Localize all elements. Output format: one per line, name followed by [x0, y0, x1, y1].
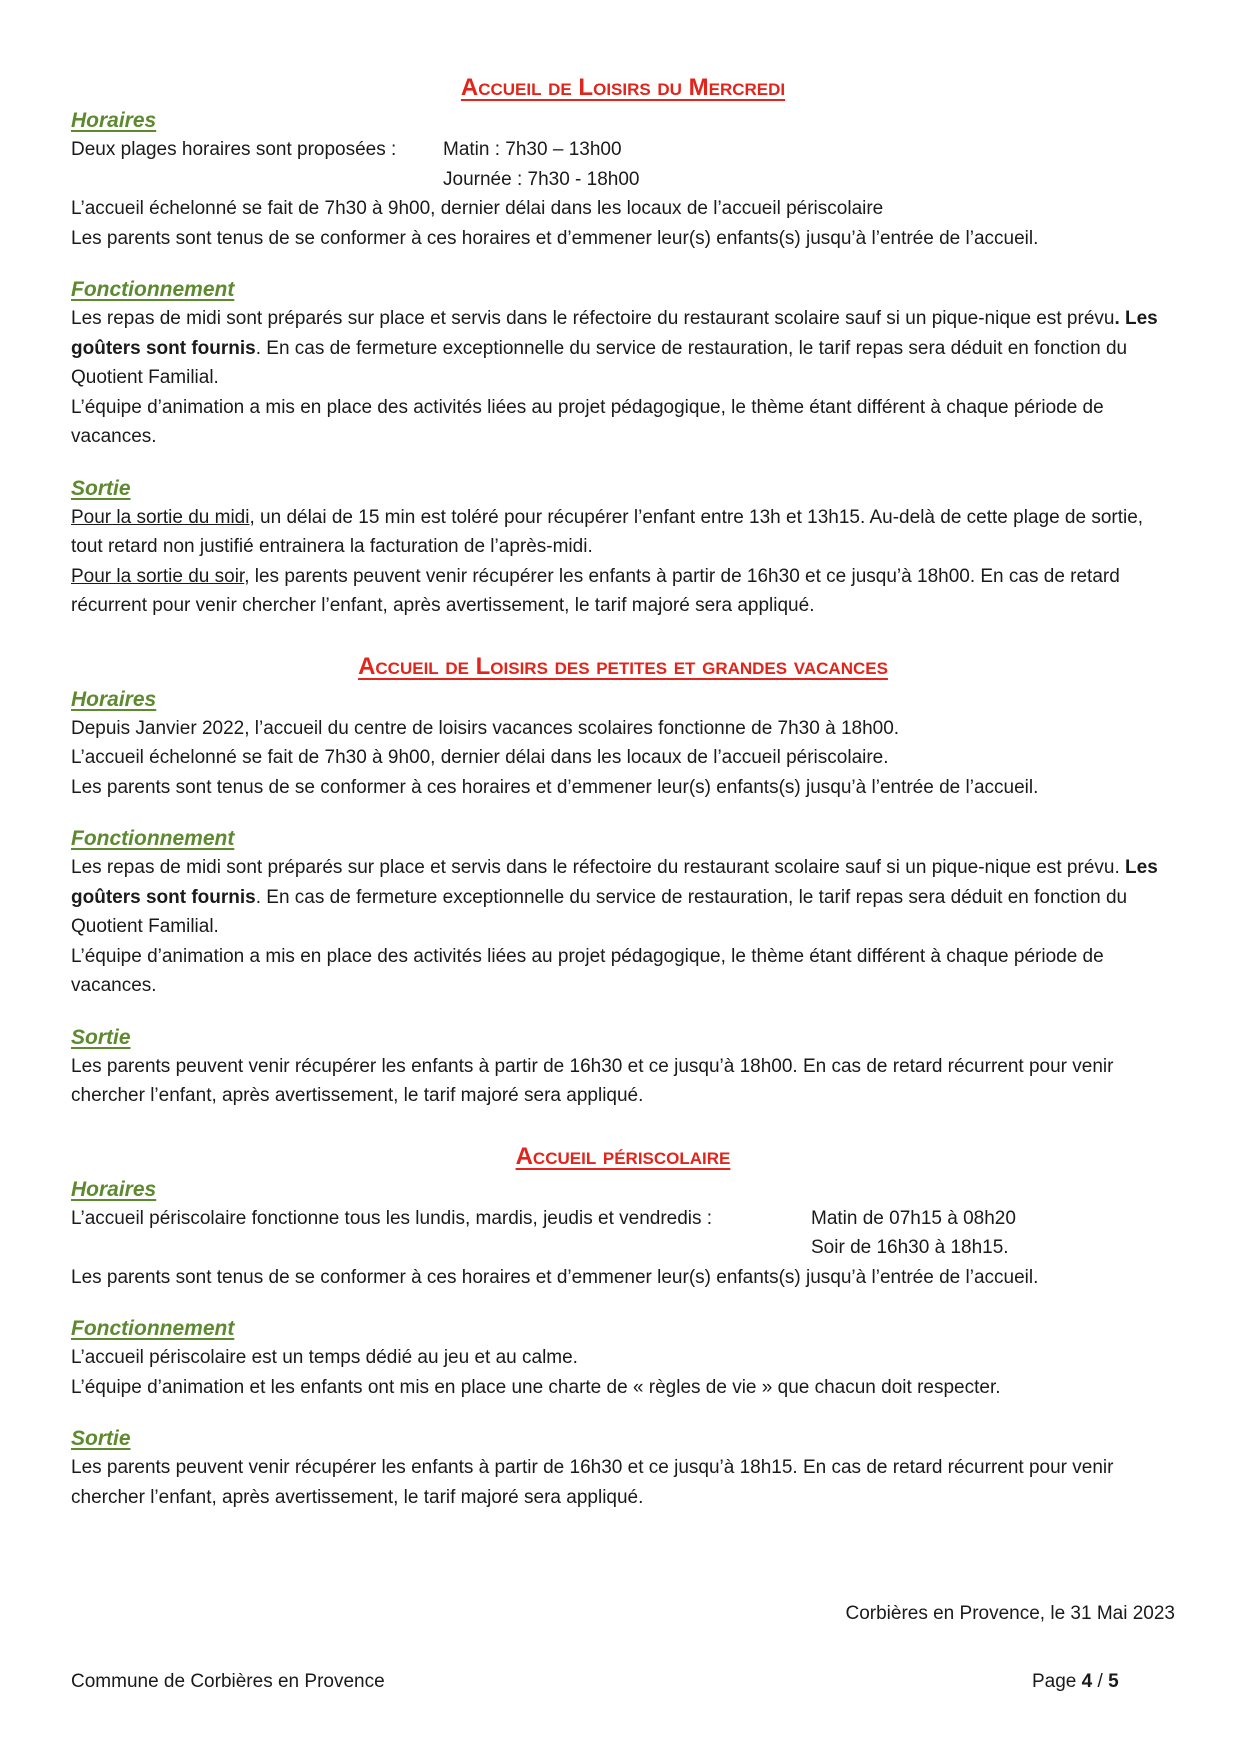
- document-body: [71, 70, 1175, 1512]
- section-title-mercredi: Accueil de Loisirs du Mercredi: [460, 74, 786, 101]
- paragraph: Depuis Janvier 2022, l’accueil du centre de loisirs vacances scolaires fonctionne de 7h30 à 18h00.: [71, 717, 900, 739]
- paragraph: Les parents sont tenus de se conformer à ces horaires et d’emmener leur(s) enfants(s) jusqu’à l’entrée de l’accueil.: [71, 1266, 1039, 1288]
- bold-text: . Les goûters sont fournis: [71, 308, 1158, 359]
- paragraph: L’équipe d’animation a mis en place des activités liées au projet pédagogique, le thème étant différent à chaque période de vacances.: [71, 396, 1104, 447]
- footer-commune: Commune de Corbières en Provence: [71, 1671, 385, 1692]
- section-title-periscolaire: Accueil périscolaire: [515, 1142, 731, 1170]
- subheading-horaires: Horaires: [71, 1177, 157, 1201]
- subheading-sortie: Sortie: [71, 1427, 131, 1450]
- section-title-vacances: Accueil de Loisirs des petites et grandes vacances: [358, 652, 888, 680]
- paragraph: L’accueil échelonné se fait de 7h30 à 9h00, dernier délai dans les locaux de l’accueil périscolaire.: [71, 747, 889, 768]
- paragraph: Les parents sont tenus de se conformer à ces horaires et d’emmener leur(s) enfants(s) jusqu’à l’entrée de l’accueil.: [71, 227, 1039, 249]
- subheading-sortie: Sortie: [71, 476, 131, 500]
- subheading-horaires: Horaires: [71, 687, 157, 711]
- subheading-sortie: Sortie: [71, 1025, 131, 1049]
- paragraph: L’accueil échelonné se fait de 7h30 à 9h00, dernier délai dans les locaux de l’accueil périscolaire: [71, 198, 884, 219]
- paragraph: L’équipe d’animation a mis en place des activités liées au projet pédagogique, le thème étant différent à chaque période de vacances.: [71, 945, 1104, 996]
- signature-date: Corbières en Provence, le 31 Mai 2023: [845, 1603, 1175, 1624]
- page-total: 5: [1108, 1671, 1119, 1692]
- paragraph: Pour la sortie du midi, un délai de 15 min est toléré pour récupérer l’enfant entre 13h et 13h15. Au-delà de cette plage de sortie, tout retard non justifié entrainera la facturation de l’après-midi.: [71, 506, 1144, 557]
- footer-page-number: Page 4 / 5: [1032, 1671, 1119, 1692]
- underlined-text: Pour la sortie du soir: [71, 565, 245, 587]
- schedule-block: [71, 135, 1175, 165]
- schedule-label: Deux plages horaires sont proposées :: [71, 139, 397, 160]
- subheading-fonctionnement: Fonctionnement: [71, 1317, 235, 1340]
- page-current: 4: [1081, 1671, 1093, 1692]
- schedule-block: [71, 1233, 1175, 1263]
- paragraph: Pour la sortie du soir, les parents peuvent venir récupérer les enfants à partir de 16h30 et ce jusqu’à 18h00. En cas de retard récurrent pour venir chercher l’enfant, après avertissement, le tarif majoré sera appliqué.: [71, 565, 1120, 616]
- subheading-horaires: Horaires: [71, 109, 157, 132]
- schedule-morning: Matin : 7h30 – 13h00: [443, 139, 622, 160]
- paragraph: Les parents peuvent venir récupérer les enfants à partir de 16h30 et ce jusqu’à 18h15. En cas de retard récurrent pour venir chercher l’enfant, après avertissement, le tarif majoré sera appliqué.: [71, 1457, 1114, 1508]
- paragraph: Les repas de midi sont préparés sur place et servis dans le réfectoire du restaurant scolaire sauf si un pique-nique est prévu. Les goûters sont fournis. En cas de fermeture exceptionnelle du service de restauration, le tarif repas sera déduit en fonction du Quotient Familial.: [71, 308, 1158, 388]
- bold-text: Les goûters sont fournis: [71, 857, 1158, 908]
- paragraph: Les parents peuvent venir récupérer les enfants à partir de 16h30 et ce jusqu’à 18h00. En cas de retard récurrent pour venir chercher l’enfant, après avertissement, le tarif majoré sera appliqué.: [71, 1055, 1114, 1106]
- subheading-fonctionnement: Fonctionnement: [71, 278, 235, 301]
- schedule-label: L’accueil périscolaire fonctionne tous les lundis, mardis, jeudis et vendredis :: [71, 1207, 713, 1229]
- schedule-day: Journée : 7h30 - 18h00: [443, 168, 640, 190]
- subheading-fonctionnement: Fonctionnement: [71, 827, 235, 850]
- underlined-text: Pour la sortie du midi: [71, 506, 250, 528]
- paragraph: L’équipe d’animation et les enfants ont mis en place une charte de « règles de vie » que chacun doit respecter.: [71, 1376, 1001, 1398]
- schedule-morning: Matin de 07h15 à 08h20: [811, 1207, 1016, 1229]
- paragraph: Les repas de midi sont préparés sur place et servis dans le réfectoire du restaurant scolaire sauf si un pique-nique est prévu. Les goûters sont fournis. En cas de fermeture exceptionnelle du service de restauration, le tarif repas sera déduit en fonction du Quotient Familial.: [71, 857, 1158, 937]
- paragraph: L’accueil périscolaire est un temps dédié au jeu et au calme.: [71, 1347, 578, 1368]
- schedule-block: [71, 1204, 1175, 1234]
- schedule-evening: Soir de 16h30 à 18h15.: [811, 1237, 1009, 1258]
- schedule-block: [71, 165, 1175, 195]
- paragraph: Les parents sont tenus de se conformer à ces horaires et d’emmener leur(s) enfants(s) jusqu’à l’entrée de l’accueil.: [71, 776, 1039, 798]
